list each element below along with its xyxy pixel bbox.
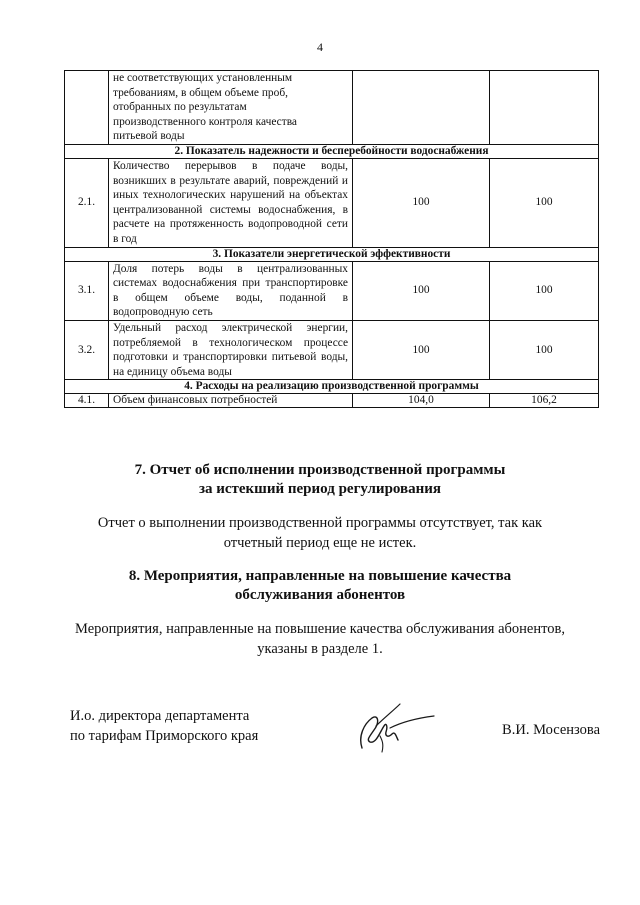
- indicators-table: [64, 70, 599, 408]
- section-8-heading: [0, 567, 640, 605]
- continued-line: не соответствующих установленным: [113, 72, 293, 84]
- row-number: 3.1.: [65, 261, 109, 320]
- continued-line: питьевой воды: [113, 130, 185, 143]
- section-header-row: [65, 247, 599, 261]
- row-description-cell: [109, 71, 353, 145]
- section-header-row: [65, 144, 599, 158]
- section-7-heading-line: 7. Отчет об исполнении производственной программы: [134, 462, 506, 478]
- row-description: Объем финансовых потребностей: [109, 394, 353, 408]
- row-number: 4.1.: [65, 394, 109, 408]
- value-cell: 104,0: [353, 394, 490, 408]
- value-cell: [353, 71, 490, 145]
- section-3-title: 3. Показатели энергетической эффективности: [65, 247, 599, 261]
- signer-name: В.И. Мосензова: [502, 722, 600, 738]
- row-description: Доля потерь воды в централизованных системах водоснабжения при транспортировке в общем объеме воды, поданной в водопроводную сеть: [109, 261, 353, 320]
- section-7-text-line: Отчет о выполнении производственной программы отсутствует, так как: [97, 515, 543, 531]
- handwritten-signature: [340, 696, 440, 756]
- value-cell: 100: [353, 158, 490, 247]
- value-cell: 100: [353, 320, 490, 379]
- row-description: Удельный расход электрической энергии, потребляемой в технологическом процессе подготовки и транспортировки питьевой воды, на единицу объема воды: [109, 320, 353, 379]
- signer-position-line: по тарифам Приморского края: [70, 728, 259, 744]
- page-number: 4: [317, 40, 323, 54]
- value-cell: [490, 71, 599, 145]
- row-number-cell: [65, 71, 109, 145]
- value-cell: 100: [490, 158, 599, 247]
- table-row: [65, 320, 599, 379]
- section-header-row: [65, 380, 599, 394]
- section-4-title: 4. Расходы на реализацию производственной программы: [65, 380, 599, 394]
- value-cell: 106,2: [490, 394, 599, 408]
- section-8-text-line: Мероприятия, направленные на повышение качества обслуживания абонентов,: [75, 621, 565, 637]
- section-2-title: 2. Показатель надежности и бесперебойности водоснабжения: [65, 144, 599, 158]
- continued-line: требованиям, в общем объеме проб,: [113, 86, 288, 99]
- table-row: [65, 158, 599, 247]
- section-7-text: [0, 513, 640, 553]
- row-number: 2.1.: [65, 158, 109, 247]
- row-description: Количество перерывов в подаче воды, возникших в результате аварий, повреждений и иных технологических нарушений на объектах централизованной системы водоснабжения, в расчете на протяженность водопроводной сети в год: [109, 158, 353, 247]
- row-number: 3.2.: [65, 320, 109, 379]
- section-7-text-line: отчетный период еще не истек.: [223, 535, 417, 551]
- continued-line: отобранных по результатам: [113, 101, 247, 114]
- section-8-heading-line: 8. Мероприятия, направленные на повышение качества: [128, 568, 512, 584]
- section-8-heading-line: обслуживания абонентов: [234, 587, 406, 603]
- section-7-heading: [0, 461, 640, 499]
- section-7-heading-line: за истекший период регулирования: [198, 481, 442, 497]
- table-row: [65, 394, 599, 408]
- continued-line: производственного контроля качества: [113, 115, 297, 128]
- table-row: [65, 261, 599, 320]
- signer-position: [70, 706, 258, 746]
- section-8-text-line: указаны в разделе 1.: [257, 641, 383, 657]
- section-8-text: [0, 619, 640, 659]
- signer-position-line: И.о. директора департамента: [70, 708, 250, 724]
- value-cell: 100: [353, 261, 490, 320]
- value-cell: 100: [490, 261, 599, 320]
- table-row: [65, 71, 599, 145]
- value-cell: 100: [490, 320, 599, 379]
